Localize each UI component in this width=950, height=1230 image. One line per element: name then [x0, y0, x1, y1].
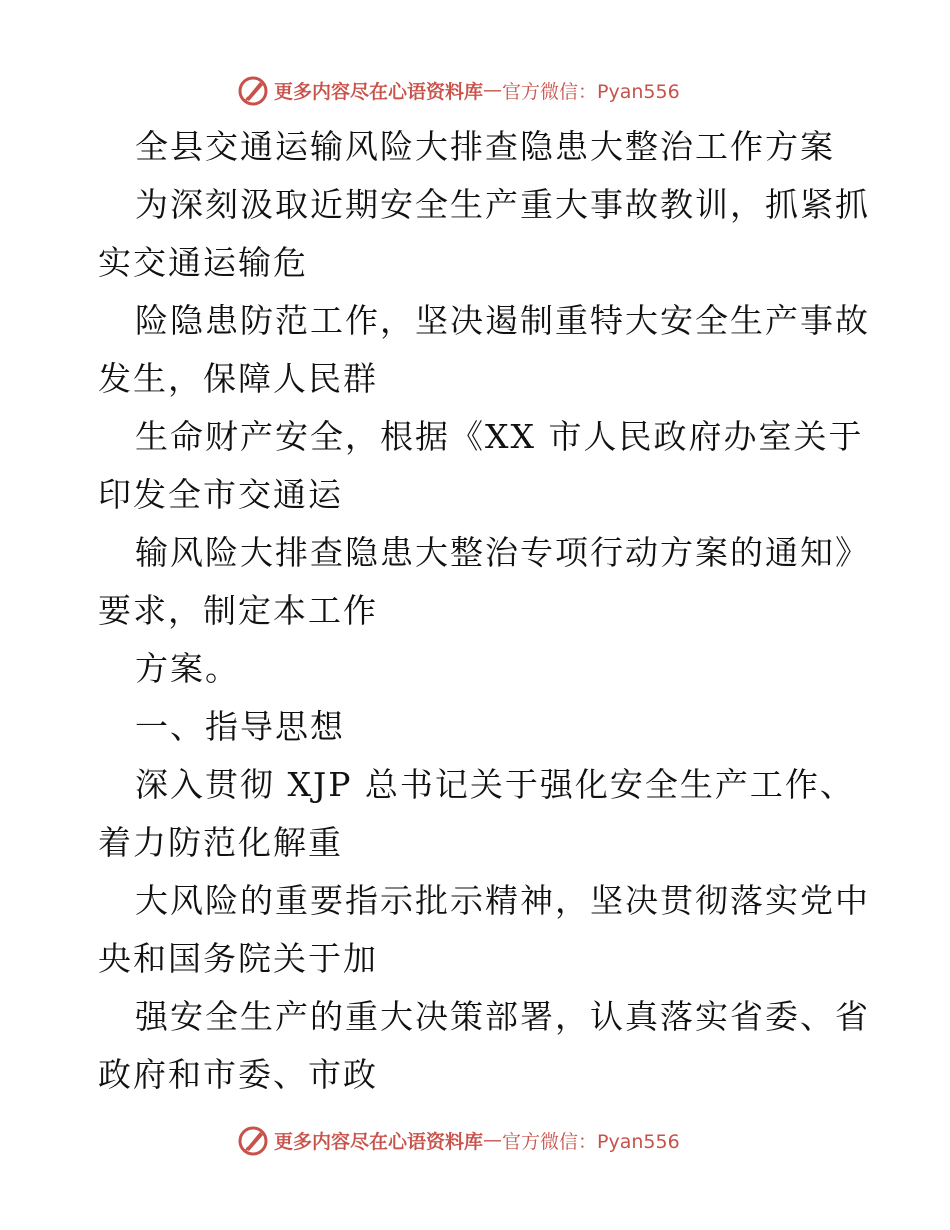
body-line: 大风险的重要指示批示精神，坚决贯彻落实党中: [135, 881, 870, 920]
body-line: 政府和市委、市政: [98, 1055, 378, 1094]
banner-brand: 更多内容尽在心语资料库: [274, 1130, 484, 1153]
body-line: 险隐患防范工作，坚决遏制重特大安全生产事故: [135, 301, 870, 340]
banner-contact: 官方微信：Pyan556: [502, 1130, 680, 1153]
footer-banner: [236, 1122, 680, 1158]
section-heading: 一、指导思想: [135, 707, 345, 746]
body-line: 方案。: [135, 649, 240, 688]
header-banner: [236, 72, 680, 108]
body-line: 输风险大排查隐患大整治专项行动方案的通知》: [135, 533, 870, 572]
banner-separator: —: [483, 1129, 503, 1151]
body-line: 印发全市交通运: [98, 475, 343, 514]
banner-brand: 更多内容尽在心语资料库: [274, 80, 484, 103]
body-line: 央和国务院关于加: [98, 939, 378, 978]
body-line: 生命财产安全，根据《XX 市人民政府办室关于: [135, 417, 864, 456]
body-line: 要求，制定本工作: [98, 591, 378, 630]
body-line: 为深刻汲取近期安全生产重大事故教训，抓紧抓: [135, 185, 870, 224]
body-line: 深入贯彻 XJP 总书记关于强化安全生产工作、: [135, 765, 855, 804]
body-line: 着力防范化解重: [98, 823, 343, 862]
body-line: 发生，保障人民群: [98, 359, 378, 398]
body-line: 实交通运输危: [98, 243, 308, 282]
document-body: [98, 118, 870, 1104]
banner-separator: —: [483, 79, 503, 101]
quill-pen-logo-icon: [236, 1123, 270, 1157]
document-title: 全县交通运输风险大排查隐患大整治工作方案: [135, 127, 835, 166]
quill-pen-logo-icon: [236, 73, 270, 107]
body-line: 强安全生产的重大决策部署，认真落实省委、省: [135, 997, 870, 1036]
banner-contact: 官方微信：Pyan556: [502, 80, 680, 103]
